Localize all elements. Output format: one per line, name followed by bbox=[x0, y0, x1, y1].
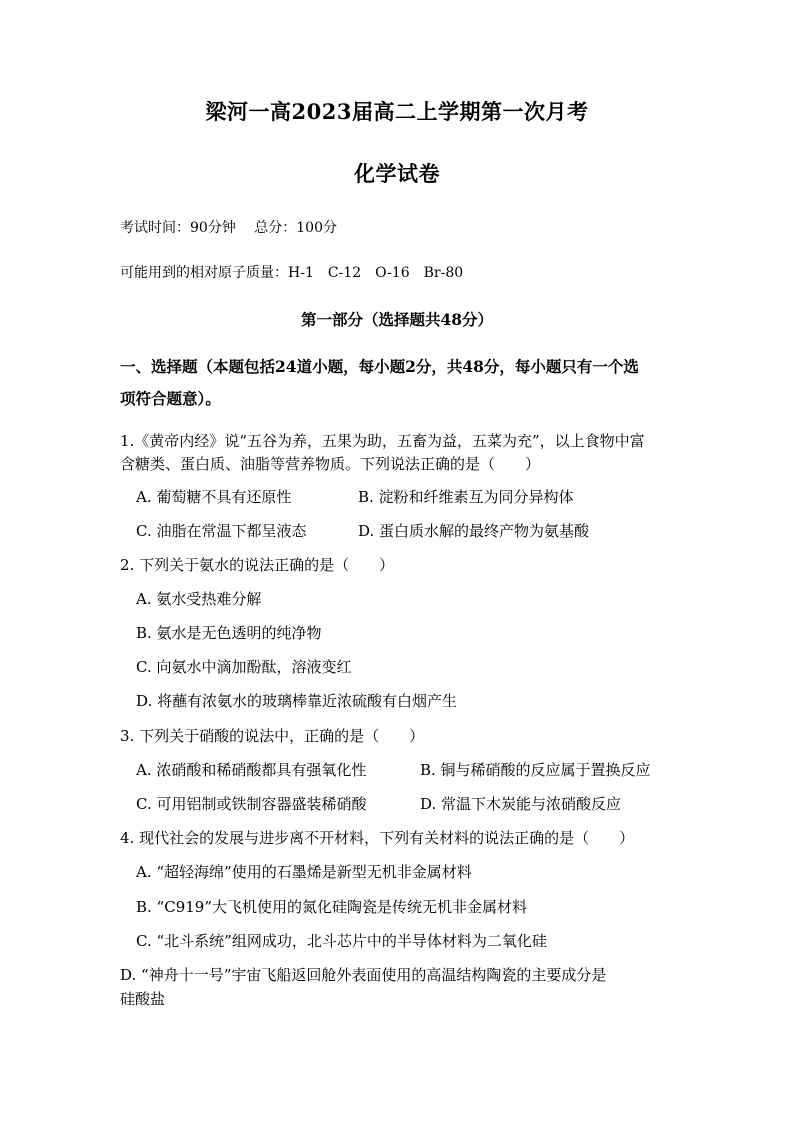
question-4-stem: 4. 现代社会的发展与进步离不开材料，下列有关材料的说法正确的是（ ） bbox=[120, 829, 635, 847]
question-1-option-c: C. 油脂在常温下都呈液态 bbox=[136, 522, 307, 540]
exam-info: 考试时间：90分钟 总分：100分 bbox=[120, 220, 337, 236]
question-2-option-d: D. 将蘸有浓氨水的玻璃棒靠近浓硫酸有白烟产生 bbox=[136, 692, 458, 710]
section-instructions-line1: 一、选择题（本题包括24道小题，每小题2分，共48分，每小题只有一个选 bbox=[120, 357, 639, 376]
section-instructions-line2: 项符合题意）。 bbox=[120, 389, 221, 408]
question-4-option-b: B. “C919”大飞机使用的氮化硅陶瓷是传统无机非金属材料 bbox=[136, 898, 528, 916]
question-3-option-d: D. 常温下木炭能与浓硝酸反应 bbox=[420, 795, 622, 813]
question-4-option-a: A. “超轻海绵”使用的石墨烯是新型无机非金属材料 bbox=[136, 863, 472, 881]
question-4-option-c: C. “北斗系统”组网成功，北斗芯片中的半导体材料为二氧化硅 bbox=[136, 932, 547, 950]
question-1-option-b: B. 淀粉和纤维素互为同分异构体 bbox=[358, 488, 574, 506]
question-1-option-a: A. 葡萄糖不具有还原性 bbox=[136, 488, 292, 506]
part-title: 第一部分（选择题共48分） bbox=[300, 310, 494, 329]
exam-title: 梁河一高2023届高二上学期第一次月考 bbox=[205, 99, 589, 124]
question-2-stem: 2. 下列关于氨水的说法正确的是（ ） bbox=[120, 556, 395, 574]
question-3-option-a: A. 浓硝酸和稀硝酸都具有强氧化性 bbox=[136, 761, 367, 779]
atomic-mass-info: 可能用到的相对原子质量：H-1 C-12 O-16 Br-80 bbox=[120, 265, 464, 281]
subject-title: 化学试卷 bbox=[354, 161, 440, 186]
question-2-option-b: B. 氨水是无色透明的纯净物 bbox=[136, 624, 322, 642]
question-2-option-a: A. 氨水受热难分解 bbox=[136, 590, 262, 608]
question-1-option-d: D. 蛋白质水解的最终产物为氨基酸 bbox=[358, 522, 590, 540]
question-4-option-d-continuation: 硅酸盐 bbox=[120, 990, 166, 1008]
question-4-option-d: D. “神舟十一号”宇宙飞船返回舱外表面使用的高温结构陶瓷的主要成分是 bbox=[120, 966, 607, 984]
question-2-option-c: C. 向氨水中滴加酚酞，溶液变红 bbox=[136, 658, 352, 676]
question-3-option-c: C. 可用铝制或铁制容器盛装稀硝酸 bbox=[136, 795, 367, 813]
question-3-option-b: B. 铜与稀硝酸的反应属于置换反应 bbox=[420, 761, 651, 779]
question-3-stem: 3. 下列关于硝酸的说法中，正确的是（ ） bbox=[120, 727, 425, 745]
question-1-stem-line2: 含糖类、蛋白质、油脂等营养物质。下列说法正确的是（ ） bbox=[120, 455, 541, 473]
question-1-stem-line1: 1.《黄帝内经》说“五谷为养，五果为助，五畜为益，五菜为充”，以上食物中富 bbox=[120, 432, 645, 450]
